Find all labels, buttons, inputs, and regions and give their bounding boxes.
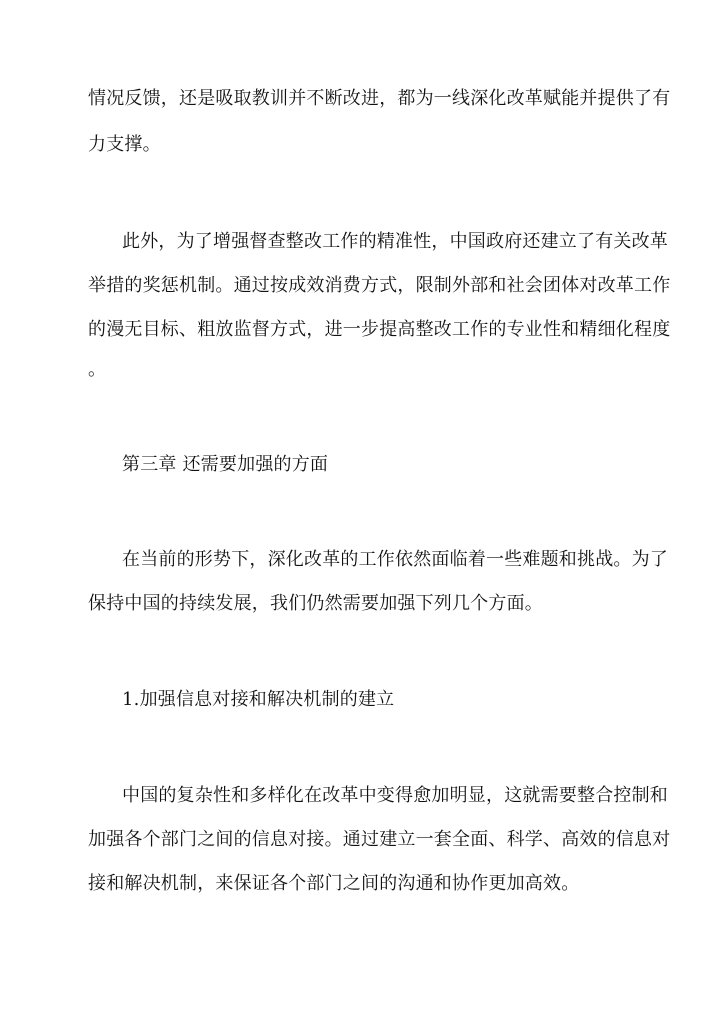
paragraph-line: 接和解决机制，来保证各个部门之间的沟通和协作更加高效。 — [88, 873, 580, 894]
paragraph-line: 。 — [88, 359, 107, 380]
paragraph-line: 情况反馈，还是吸取教训并不断改进，都为一线深化改革赋能并提供了有 — [88, 88, 671, 109]
paragraph-line: 此外，为了增强督查整改工作的精准性，中国政府还建立了有关改革 — [122, 231, 668, 252]
chapter-heading: 第三章 还需要加强的方面 — [122, 454, 329, 475]
section-heading: 1.加强信息对接和解决机制的建立 — [122, 689, 395, 710]
paragraph-line: 加强各个部门之间的信息对接。通过建立一套全面、科学、高效的信息对 — [88, 829, 671, 850]
paragraph-line: 保持中国的持续发展，我们仍然需要加强下列几个方面。 — [88, 593, 543, 614]
paragraph-line: 的漫无目标、粗放监督方式，进一步提高整改工作的专业性和精细化程度 — [88, 319, 671, 340]
paragraph-line: 在当前的形势下，深化改革的工作依然面临着一些难题和挑战。为了 — [122, 549, 668, 570]
paragraph-line: 中国的复杂性和多样化在改革中变得愈加明显，这就需要整合控制和 — [122, 785, 668, 806]
paragraph-line: 力支撑。 — [88, 134, 161, 155]
paragraph-line: 举措的奖惩机制。通过按成效消费方式，限制外部和社会团体对改革工作 — [88, 275, 671, 296]
